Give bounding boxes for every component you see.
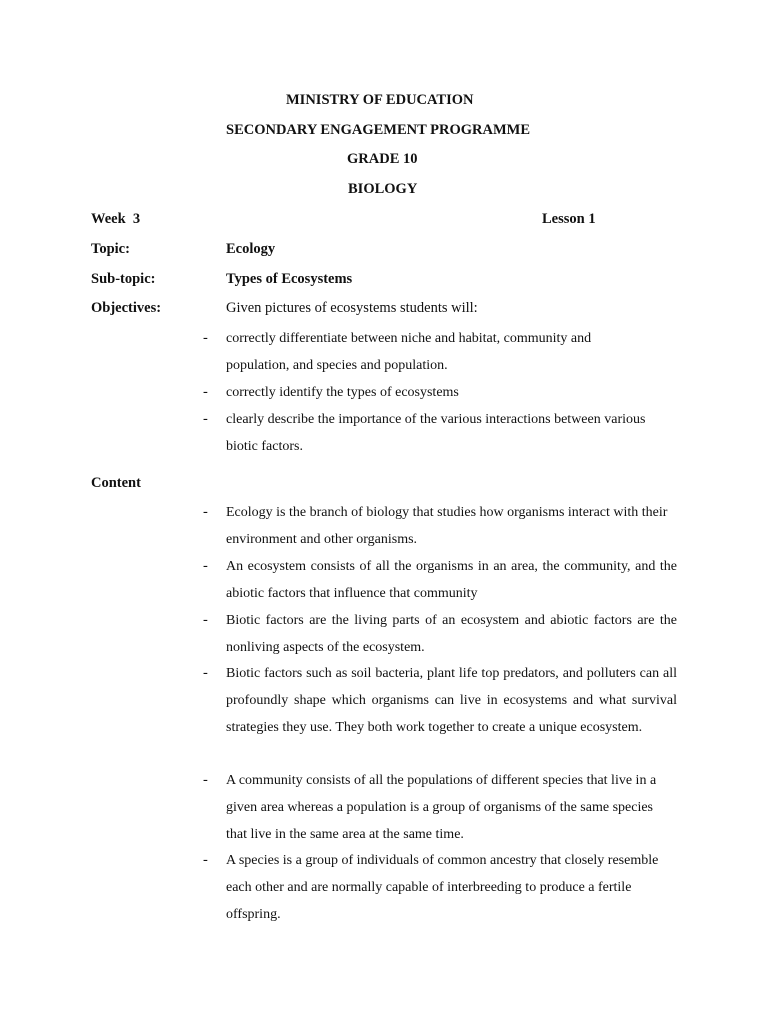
content-label: Content xyxy=(91,475,141,491)
week-label: Week 3 xyxy=(91,211,141,227)
content-item: Ecology is the branch of biology that studies how organisms interact with their environment and other organisms. xyxy=(226,505,668,547)
programme-heading: SECONDARY ENGAGEMENT PROGRAMME xyxy=(226,122,530,138)
objective-item: correctly identify the types of ecosystems xyxy=(226,385,459,400)
content-bullet: - xyxy=(203,558,208,574)
subtopic-value: Types of Ecosystems xyxy=(226,271,353,287)
objectives-label: Objectives: xyxy=(91,300,162,316)
objective-item: clearly describe the importance of the various interactions between various biotic factors. xyxy=(226,412,646,454)
content-bullet: - xyxy=(203,665,208,681)
objective-bullet: - xyxy=(203,384,208,400)
content-bullet: - xyxy=(203,504,208,520)
content-item: A community consists of all the populations of different species that live in a given area whereas a population is a group of organisms of the same species that live in the same area at the same time. xyxy=(226,773,657,842)
subtopic-label: Sub-topic: xyxy=(91,271,156,287)
objective-bullet: - xyxy=(203,330,208,346)
objective-bullet: - xyxy=(203,411,208,427)
content-item: Biotic factors such as soil bacteria, plant life top predators, and polluters can all profoundly shape which organisms can live in ecosystems and what survival strategies they use. They both work together to create a unique ecosystem. xyxy=(226,666,677,735)
content-bullet: - xyxy=(203,612,208,628)
content-item: A species is a group of individuals of common ancestry that closely resemble each other and are normally capable of interbreeding to produce a fertile offspring. xyxy=(226,853,659,922)
objectives-intro: Given pictures of ecosystems students will: xyxy=(226,300,478,316)
content-item: An ecosystem consists of all the organisms in an area, the community, and the abiotic factors that influence that community xyxy=(226,559,677,601)
content-bullet: - xyxy=(203,772,208,788)
content-bullet: - xyxy=(203,852,208,868)
ministry-heading: MINISTRY OF EDUCATION xyxy=(286,92,474,108)
topic-label: Topic: xyxy=(91,241,130,257)
grade-heading: GRADE 10 xyxy=(347,151,418,167)
content-item: Biotic factors are the living parts of an ecosystem and abiotic factors are the nonliving aspects of the ecosystem. xyxy=(226,613,677,655)
objective-item: correctly differentiate between niche and habitat, community and population, and species and population. xyxy=(226,331,592,373)
topic-value: Ecology xyxy=(226,241,276,257)
lesson-label: Lesson 1 xyxy=(542,211,596,227)
subject-heading: BIOLOGY xyxy=(348,181,418,197)
